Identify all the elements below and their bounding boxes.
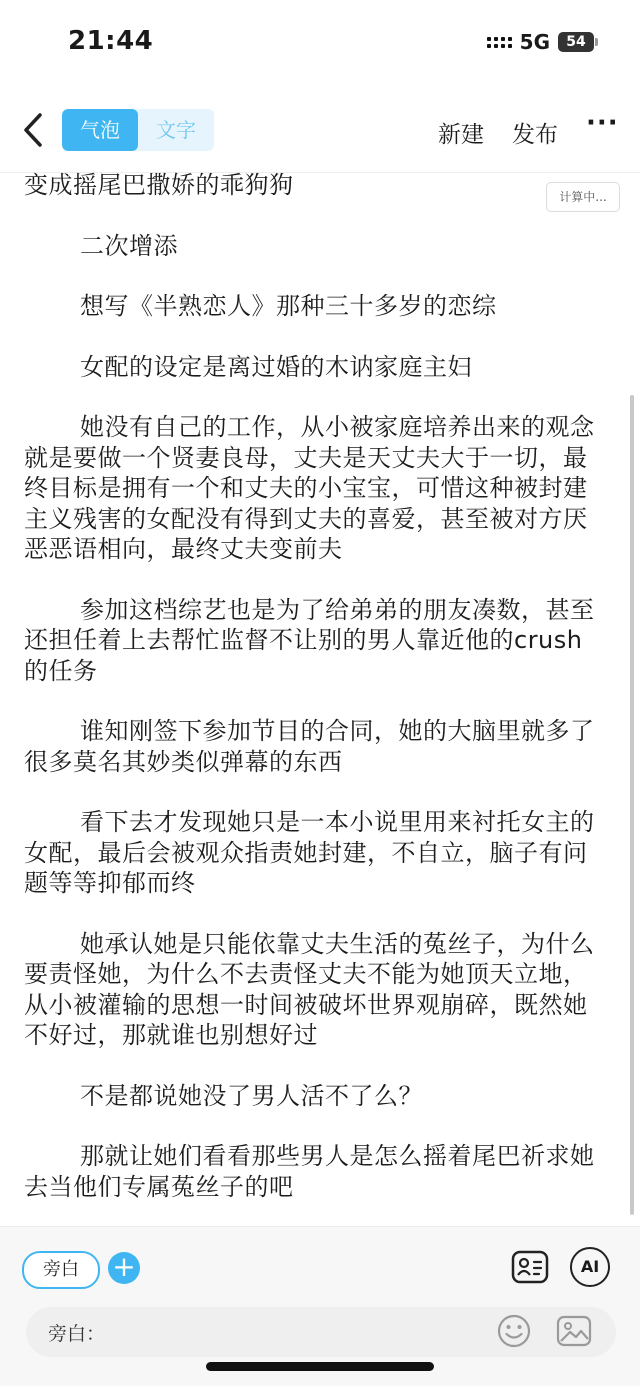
battery-icon: 54 <box>558 32 594 52</box>
mode-segmented-control <box>62 109 214 151</box>
paragraph: 不是都说她没了男人活不了么？ <box>80 1081 423 1110</box>
editor-content[interactable] <box>24 170 604 1232</box>
paragraph: 看下去才发现她只是一本小说里用来衬托女主的女配，最后会被观众指责她封建，不自立，脑子有问题等等抑郁而终 <box>24 808 595 897</box>
status-indicators <box>487 30 594 54</box>
ai-icon[interactable]: AI <box>570 1247 610 1287</box>
publish-button[interactable]: 发布 <box>512 122 558 148</box>
emoji-icon[interactable] <box>496 1313 532 1349</box>
paragraph: 她承认她是只能依靠丈夫生活的菟丝子，为什么要责怪她，为什么不去责怪丈夫不能为她顶天立地，从小被灌输的思想一时间被破坏世界观崩碎，既然她不好过，那就谁也别想好过 <box>24 929 595 1049</box>
status-time: 21:44 <box>68 26 154 56</box>
paragraph: 女配的设定是离过婚的木讷家庭主妇 <box>80 352 472 381</box>
paragraph: 她没有自己的工作，从小被家庭培养出来的观念就是要做一个贤妻良母，丈夫是天丈夫大于一切，最终目标是拥有一个和丈夫的小宝宝，可惜这种被封建主义残害的女配没有得到丈夫的喜爱，甚至被对方厌恶恶语相向，最终丈夫变前夫 <box>24 413 595 563</box>
new-button[interactable]: 新建 <box>438 122 484 148</box>
paragraph: 参加这档综艺也是为了给弟弟的朋友凑数，甚至还担任着上去帮忙监督不让别的男人靠近他的crush的任务 <box>24 595 595 685</box>
tab-text[interactable]: 文字 <box>156 118 196 142</box>
home-indicator <box>206 1362 434 1371</box>
narration-chip[interactable]: 旁白 <box>22 1251 100 1289</box>
contact-card-icon[interactable] <box>510 1247 550 1287</box>
paragraph: 谁知刚签下参加节目的合同，她的大脑里就多了很多莫名其妙类似弹幕的东西 <box>24 717 595 776</box>
paragraph: 那就让她们看看那些男人是怎么摇着尾巴祈求她去当他们专属菟丝子的吧 <box>24 1142 595 1201</box>
paragraph: 想写《半熟恋人》那种三十多岁的恋综 <box>80 292 497 320</box>
add-role-button[interactable]: + <box>108 1252 140 1284</box>
tab-bubble[interactable]: 气泡 <box>62 109 138 151</box>
word-count-badge: 计算中... <box>546 182 620 212</box>
paragraph: 变成摇尾巴撒娇的乖狗狗 <box>24 171 294 199</box>
narration-input[interactable] <box>26 1307 616 1357</box>
signal-icon <box>487 37 512 48</box>
network-type: 5G <box>519 30 550 54</box>
back-icon[interactable] <box>18 110 52 150</box>
paragraph: 二次增添 <box>80 231 178 260</box>
top-nav <box>0 100 640 162</box>
image-icon[interactable] <box>556 1314 592 1348</box>
scrollbar[interactable] <box>630 395 634 1215</box>
more-icon[interactable]: ··· <box>586 108 619 138</box>
input-label: 旁白： <box>48 1323 106 1345</box>
